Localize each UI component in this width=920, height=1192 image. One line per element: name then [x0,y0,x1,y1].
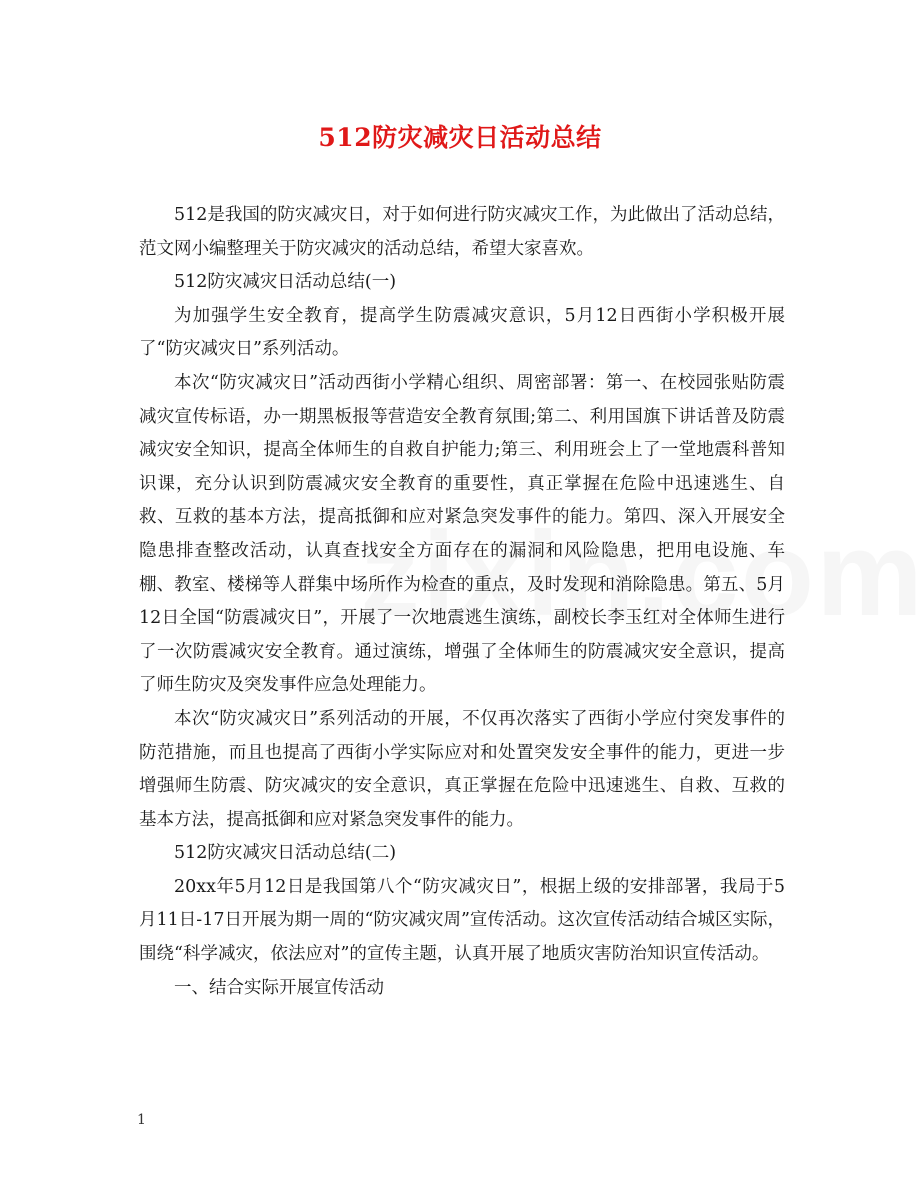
intro-paragraph: 512是我国的防灾减灾日，对于如何进行防灾减灾工作，为此做出了活动总结，范文网小编整理关于防灾减灾的活动总结，希望大家喜欢。 [139,205,785,259]
paragraph: 20xx年5月12日是我国第八个“防灾减灾日”，根据上级的安排部署，我局于5月11日-17日开展为期一周的“防灾减灾周”宣传活动。这次宣传活动结合城区实际，围绕“科学减灾，依法应对”的宣传主题，认真开展了地质灾害防治知识宣传活动。 [139,876,785,965]
page-number: 1 [137,1112,146,1128]
document-body [139,199,785,1005]
section-heading-2: 512防灾减灾日活动总结(二) [174,843,397,864]
paragraph: 本次“防灾减灾日”活动西街小学精心组织、周密部署：第一、在校园张贴防震减灾宣传标语，办一期黑板报等营造安全教育氛围;第二、利用国旗下讲话普及防震减灾安全知识，提高全体师生的自救自护能力;第三、利用班会上了一堂地震科普知识课，充分认识到防震减灾安全教育的重要性，真正掌握在危险中迅速逃生、自救、互救的基本方法，提高抵御和应对紧急突发事件的能力。第四、深入开展安全隐患排查整改活动，认真查找安全方面存在的漏洞和风险隐患，把用电设施、车棚、教室、楼梯等人群集中场所作为检查的重点，及时发现和消除隐患。第五、5月12日全国“防震减灾日”，开展了一次地震逃生演练，副校长李玉红对全体师生进行了一次防震减灾安全教育。通过演练，增强了全体师生的防震减灾安全意识，提高了师生防灾及突发事件应急处理能力。 [139,372,785,696]
subsection-heading: 一、结合实际开展宣传活动 [174,977,384,998]
document-title: 512防灾减灾日活动总结 [318,123,602,152]
paragraph: 本次“防灾减灾日”系列活动的开展，不仅再次落实了西街小学应付突发事件的防范措施，而且也提高了西街小学实际应对和处置突发安全事件的能力，更进一步增强师生防震、防灾减灾的安全意识，真正掌握在危险中迅速逃生、自救、互救的基本方法，提高抵御和应对紧急突发事件的能力。 [139,708,785,830]
section-heading-1: 512防灾减灾日活动总结(一) [174,272,397,293]
paragraph: 为加强学生安全教育，提高学生防震减灾意识，5月12日西街小学积极开展了“防灾减灾日”系列活动。 [139,305,785,360]
